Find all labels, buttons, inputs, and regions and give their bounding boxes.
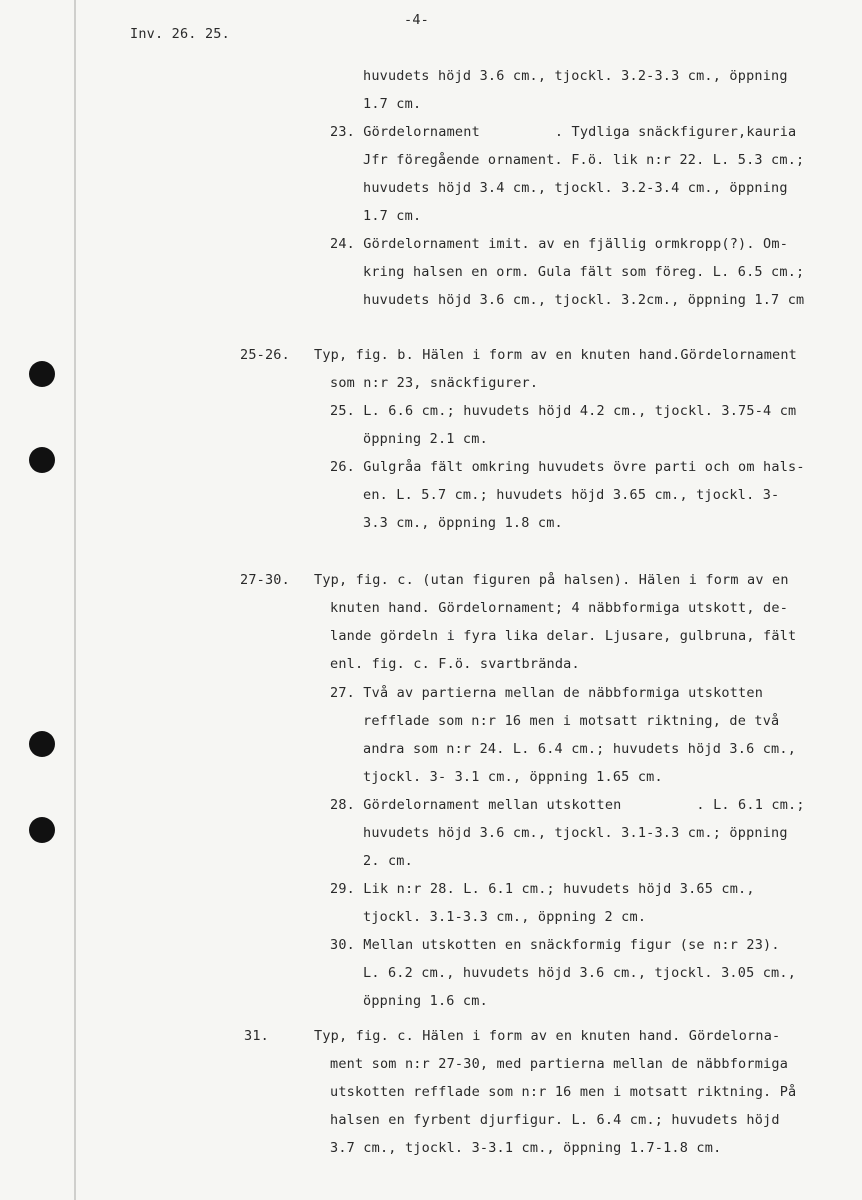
text-line: kring halsen en orm. Gula fält som föreg. L. 6.5 cm.; [363, 264, 805, 280]
text-line: 1.7 cm. [363, 208, 422, 224]
entry-line: 30. Mellan utskotten en snäckformig figur (se n:r 23). [330, 937, 780, 953]
group-number: 31. [244, 1028, 269, 1044]
entry-line: 24. Gördelornament imit. av en fjällig ormkropp(?). Om- [330, 236, 789, 252]
group-heading-line: Typ, fig. b. Hälen i form av en knuten hand.Gördelornament [314, 347, 798, 363]
entry-line: 26. Gulgråa fält omkring huvudets övre parti och om hals- [330, 459, 805, 475]
text-line: som n:r 23, snäckfigurer. [330, 375, 539, 391]
text-line: halsen en fyrbent djurfigur. L. 6.4 cm.; huvudets höjd [330, 1112, 780, 1128]
text-line: enl. fig. c. F.ö. svartbrända. [330, 656, 580, 672]
text-line: en. L. 5.7 cm.; huvudets höjd 3.65 cm., tjockl. 3- [363, 487, 780, 503]
text-line: knuten hand. Gördelornament; 4 näbbformiga utskott, de- [330, 600, 789, 616]
text-line: L. 6.2 cm., huvudets höjd 3.6 cm., tjockl. 3.05 cm., [363, 965, 797, 981]
entry-line: 23. Gördelornament . Tydliga snäckfigurer,kauria [330, 124, 797, 140]
text-line: huvudets höjd 3.6 cm., tjockl. 3.1-3.3 cm.; öppning [363, 825, 788, 841]
punch-hole [29, 361, 55, 387]
text-line: 1.7 cm. [363, 96, 422, 112]
group-number: 27-30. [240, 572, 290, 588]
inventory-number: Inv. 26. 25. [130, 26, 230, 42]
text-line: huvudets höjd 3.4 cm., tjockl. 3.2-3.4 cm., öppning [363, 180, 788, 196]
punch-hole [29, 731, 55, 757]
entry-line: 28. Gördelornament mellan utskotten . L. 6.1 cm.; [330, 797, 805, 813]
text-line: utskotten refflade som n:r 16 men i motsatt riktning. På [330, 1084, 797, 1100]
punch-hole [29, 447, 55, 473]
entry-line: 25. L. 6.6 cm.; huvudets höjd 4.2 cm., tjockl. 3.75-4 cm [330, 403, 797, 419]
text-line: öppning 1.6 cm. [363, 993, 488, 1009]
text-line: huvudets höjd 3.6 cm., tjockl. 3.2cm., öppning 1.7 cm [363, 292, 805, 308]
text-line: öppning 2.1 cm. [363, 431, 488, 447]
text-line: 3.7 cm., tjockl. 3-3.1 cm., öppning 1.7-1.8 cm. [330, 1140, 722, 1156]
text-line: 2. cm. [363, 853, 413, 869]
entry-line: 27. Två av partierna mellan de näbbformiga utskotten [330, 685, 764, 701]
group-heading-line: Typ, fig. c. Hälen i form av en knuten hand. Gördelorna- [314, 1028, 781, 1044]
text-line: tjockl. 3- 3.1 cm., öppning 1.65 cm. [363, 769, 663, 785]
group-number: 25-26. [240, 347, 290, 363]
text-line: refflade som n:r 16 men i motsatt riktning, de två [363, 713, 780, 729]
entry-line: 29. Lik n:r 28. L. 6.1 cm.; huvudets höjd 3.65 cm., [330, 881, 755, 897]
text-line: 3.3 cm., öppning 1.8 cm. [363, 515, 563, 531]
group-heading-line: Typ, fig. c. (utan figuren på halsen). Hälen i form av en [314, 572, 789, 588]
text-line: andra som n:r 24. L. 6.4 cm.; huvudets höjd 3.6 cm., [363, 741, 797, 757]
margin-rule [74, 0, 76, 1200]
page-number: -4- [404, 12, 429, 28]
text-line: Jfr föregående ornament. F.ö. lik n:r 22. L. 5.3 cm.; [363, 152, 805, 168]
text-line: huvudets höjd 3.6 cm., tjockl. 3.2-3.3 cm., öppning [363, 68, 788, 84]
text-line: ment som n:r 27-30, med partierna mellan de näbbformiga [330, 1056, 789, 1072]
text-line: lande gördeln i fyra lika delar. Ljusare, gulbruna, fält [330, 628, 797, 644]
text-line: tjockl. 3.1-3.3 cm., öppning 2 cm. [363, 909, 647, 925]
punch-hole [29, 817, 55, 843]
